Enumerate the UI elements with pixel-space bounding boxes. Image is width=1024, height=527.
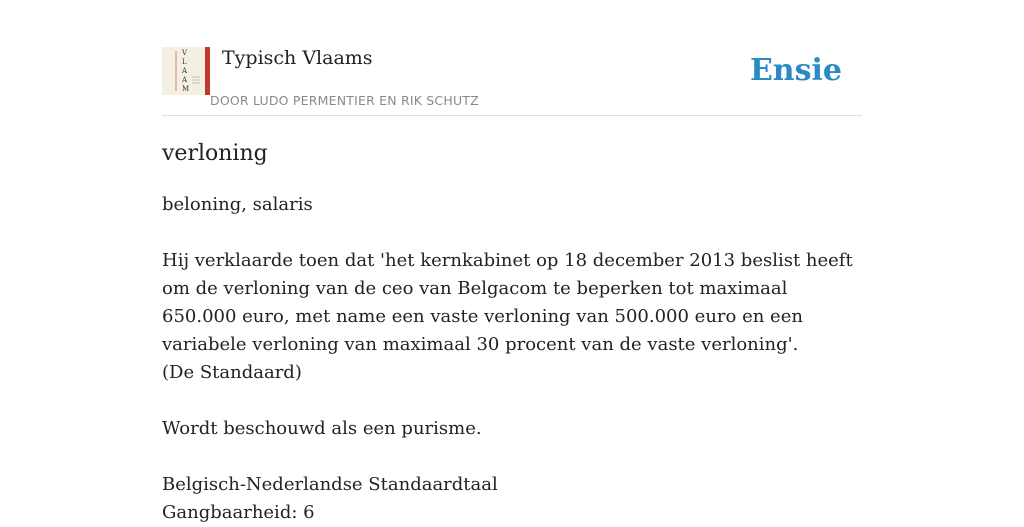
- vlaams-logo-icon: [162, 47, 210, 95]
- dictionary-logo[interactable]: [162, 47, 210, 95]
- ensie-logo-link[interactable]: Ensie: [749, 53, 842, 88]
- svg-text:M: M: [182, 85, 190, 93]
- entry-content: [162, 138, 862, 527]
- svg-text:V: V: [182, 49, 188, 57]
- entry-source: (De Standaard): [162, 362, 302, 383]
- svg-text:A: A: [182, 76, 188, 84]
- svg-text:L: L: [182, 58, 187, 66]
- paragraph-gap: [162, 387, 862, 415]
- entry-definition: beloning, salaris: [162, 194, 313, 215]
- entry-note: Wordt beschouwd als een purisme.: [162, 418, 482, 439]
- entry-category: Belgisch-Nederlandse Standaardtaal: [162, 474, 498, 495]
- entry-usage: Gangbaarheid: 6: [162, 502, 315, 523]
- paragraph-gap: [162, 219, 862, 247]
- dictionary-title[interactable]: Typisch Vlaams: [222, 47, 373, 69]
- paragraph-gap: [162, 443, 862, 471]
- dictionary-authors: DOOR LUDO PERMENTIER EN RIK SCHUTZ: [210, 93, 479, 108]
- entry-title: verloning: [162, 141, 268, 166]
- entry-quote: Hij verklaarde toen dat 'het kernkabinet op 18 december 2013 beslist heeft om de verloning van de ceo van Belgacom te beperken tot maximaal 650.000 euro, met name een vaste verloning van 500.000 euro en een variabele verloning van maximaal 30 procent van de vaste verloning'.: [162, 250, 853, 355]
- header: [162, 44, 862, 116]
- entry-body: [162, 191, 862, 527]
- svg-text:A: A: [182, 67, 188, 75]
